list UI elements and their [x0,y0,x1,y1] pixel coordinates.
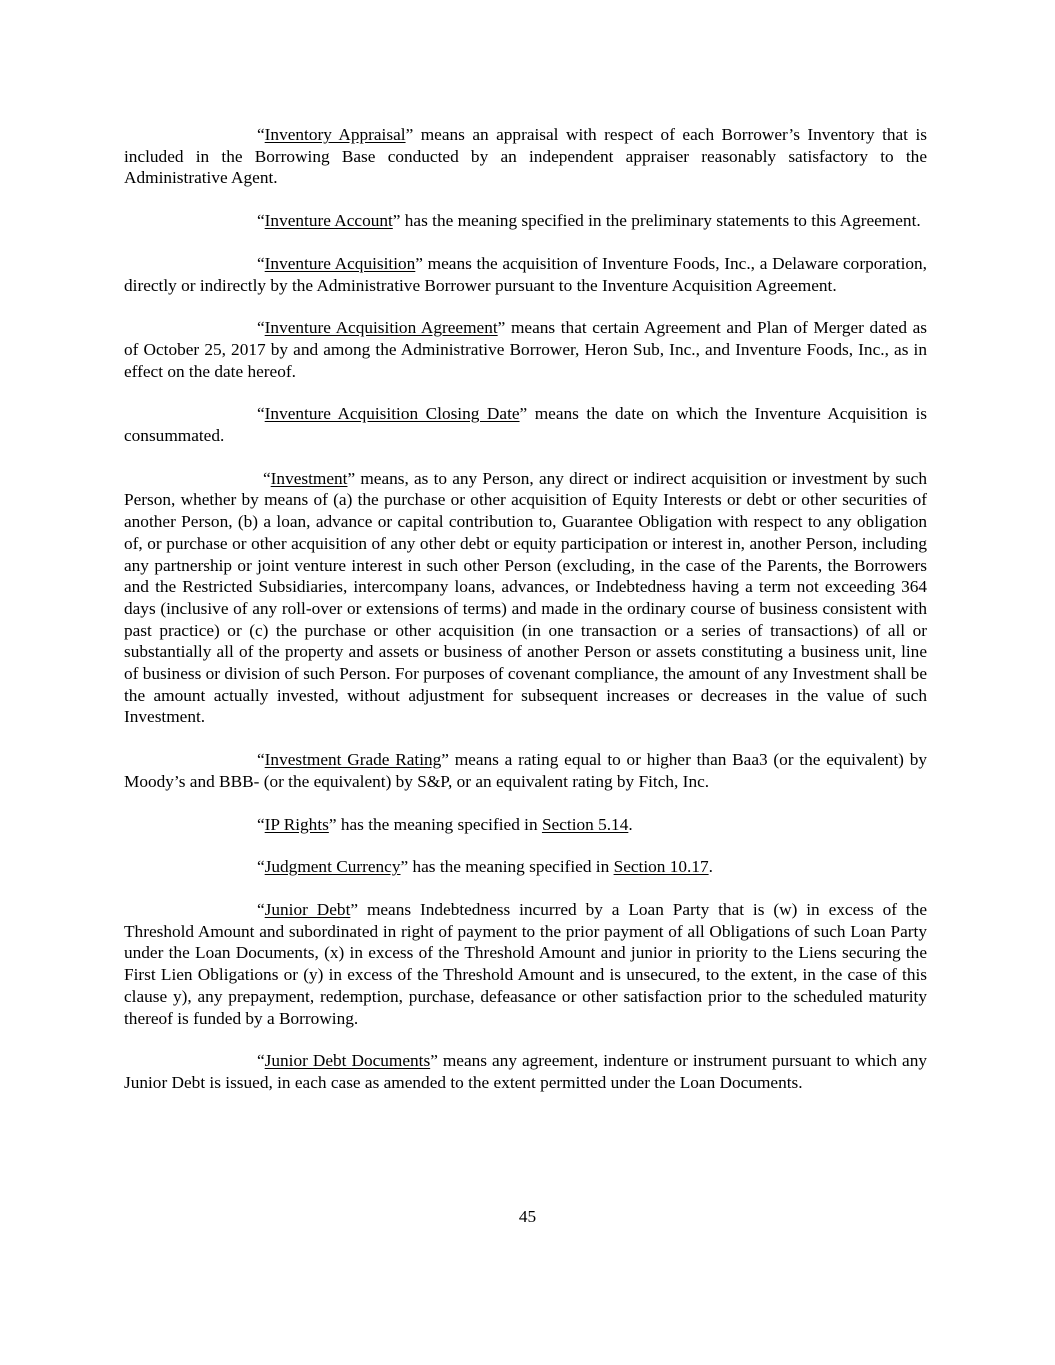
definition-investment-grade-rating: “Investment Grade Rating” means a rating equal to or higher than Baa3 (or the equivalent) by Moody’s and BBB- (or the equivalent) by S&P, or an equivalent rating by Fitch, Inc. [124,750,927,791]
definition-text: has the meaning specified in [408,857,614,877]
definition-judgment-currency: “Judgment Currency” has the meaning specified in Section 10.17. [257,857,713,877]
defined-term: Junior Debt Documents [264,1051,431,1071]
defined-term: Judgment Currency [264,857,401,877]
definition-junior-debt-documents: “Junior Debt Documents” means any agreement, indenture or instrument pursuant to which any Junior Debt is issued, in each case as amended to the extent permitted under the Loan Documents. [124,1051,927,1092]
definition-inventory-appraisal: “Inventory Appraisal” means an appraisal with respect of each Borrower’s Inventory that is included in the Borrowing Base conducted by an independent appraiser reasonably satisfactory to the Administrative Agent. [124,125,927,188]
defined-term: Inventory Appraisal [264,125,406,144]
definition-text: means an appraisal with respect of each Borrower’s Inventory that is included in the Borrowing Base conducted by an independent appraiser reasonably satisfactory to the Administrative Agent. [124,125,927,188]
page-number: 45 [518,1207,537,1226]
definition-text: has the meaning specified in the preliminary statements to this Agreement. [400,211,921,231]
defined-term: Inventure Account [264,211,393,231]
definition-junior-debt: “Junior Debt” means Indebtedness incurred by a Loan Party that is (w) in excess of the Threshold Amount and subordinated in right of payment to the prior payment of all Obligations of such Loan Party under the Loan Documents, (x) in excess of the Threshold Amount and junior in priority to the Liens securing the First Lien Obligations or (y) in excess of the Threshold Amount and is unsecured, to the extent, in the case of this clause y), any prepayment, redemption, purchase, defeasance or other satisfaction prior to the scheduled maturity thereof is funded by a Borrowing. [124,899,927,1028]
definition-text: means that certain Agreement and Plan of Merger dated as of October 25, 2017 by and among the Administrative Borrower, Heron Sub, Inc., and Inventure Foods, Inc., as in effect on the date hereof. [124,318,927,381]
defined-term: Inventure Acquisition Agreement [264,318,498,338]
definition-text: means the date on which the Inventure Acquisition is consummated. [124,404,928,446]
definition-text: means the acquisition of Inventure Foods, Inc., a Delaware corporation, directly or indirectly by the Administrative Borrower pursuant to the Inventure Acquisition Agreement. [124,253,927,295]
definition-inventure-acquisition-agreement: “Inventure Acquisition Agreement” means that certain Agreement and Plan of Merger dated as of October 25, 2017 by and among the Administrative Borrower, Heron Sub, Inc., and Inventure Foods, Inc., as in effect on the date hereof. [124,318,927,381]
definition-text: means, as to any Person, any direct or indirect acquisition or investment by such Person, whether by means of (a) the purchase or other acquisition of Equity Interests or debt or other securities of another Person, (b) a loan, advance or capital contribution to, Guarantee Obligation with respect to any obligation of, or purchase or other acquisition of any other debt or equity participation or interest in, another Person, including any partnership or joint venture interest in such other Person (excluding, in the case of the Parents, the Borrowers and the Restricted Subsidiaries, intercompany loans, advances, or Indebtedness having a term not exceeding 364 days (inclusive of any roll-over or extensions of terms) and made in the ordinary course of business consistent with past practice) or (c) the purchase or other acquisition (in one transaction or a series of transactions) of all or substantially all of the property and assets or business of another Person or assets constituting a business unit, line of business or division of such Person. For purposes of covenant compliance, the amount of any Investment shall be the amount actually invested, without adjustment for subsequent increases or decreases in the value of such Investment. [124,468,927,727]
defined-term: IP Rights [264,814,329,834]
defined-term: Inventure Acquisition Closing Date [264,404,520,424]
defined-term: Investment [270,468,348,488]
definition-text: means Indebtedness incurred by a Loan Party that is (w) in excess of the Threshold Amount and subordinated in right of payment to the prior payment of all Obligations of such Loan Party under the Loan Documents, (x) in excess of the Threshold Amount and junior in priority to the Liens securing the First Lien Obligations or (y) in excess of the Threshold Amount and is unsecured, to the extent, in the case of this clause y), any prepayment, redemption, purchase, defeasance or other satisfaction prior to the scheduled maturity thereof is funded by a Borrowing. [124,899,927,1028]
section-reference: Section 5.14 [541,814,629,834]
definition-investment: “Investment” means, as to any Person, any direct or indirect acquisition or investment by such Person, whether by means of (a) the purchase or other acquisition of Equity Interests or debt or other securities of another Person, (b) a loan, advance or capital contribution to, Guarantee Obligation with respect to any obligation of, or purchase or other acquisition of any other debt or equity participation or interest in, another Person, including any partnership or joint venture interest in such other Person (excluding, in the case of the Parents, the Borrowers and the Restricted Subsidiaries, intercompany loans, advances, or Indebtedness having a term not exceeding 364 days (inclusive of any roll-over or extensions of terms) and made in the ordinary course of business consistent with past practice) or (c) the purchase or other acquisition (in one transaction or a series of transactions) of all or substantially all of the property and assets or business of another Person or assets constituting a business unit, line of business or division of such Person. For purposes of covenant compliance, the amount of any Investment shall be the amount actually invested, without adjustment for subsequent increases or decreases in the value of such Investment. [124,468,927,727]
definition-inventure-acquisition-closing-date: “Inventure Acquisition Closing Date” means the date on which the Inventure Acquisition is consummated. [124,404,928,446]
definition-text: means a rating equal to or higher than Baa3 (or the equivalent) by Moody’s and BBB- (or the equivalent) by S&P, or an equivalent rating by Fitch, Inc. [124,750,927,791]
definition-text: has the meaning specified in [336,814,542,834]
defined-term: Investment Grade Rating [264,750,442,770]
section-reference: Section 10.17 [613,857,709,877]
definition-inventure-account: “Inventure Account” has the meaning specified in the preliminary statements to this Agreement. [257,211,921,231]
defined-term: Inventure Acquisition [264,253,416,273]
definition-ip-rights: “IP Rights” has the meaning specified in Section 5.14. [257,814,633,834]
defined-term: Junior Debt [264,899,351,919]
document-page [124,124,927,1115]
definition-text: means any agreement, indenture or instrument pursuant to which any Junior Debt is issued, in each case as amended to the extent permitted under the Loan Documents. [124,1051,927,1092]
definition-inventure-acquisition: “Inventure Acquisition” means the acquisition of Inventure Foods, Inc., a Delaware corporation, directly or indirectly by the Administrative Borrower pursuant to the Inventure Acquisition Agreement. [124,253,927,295]
